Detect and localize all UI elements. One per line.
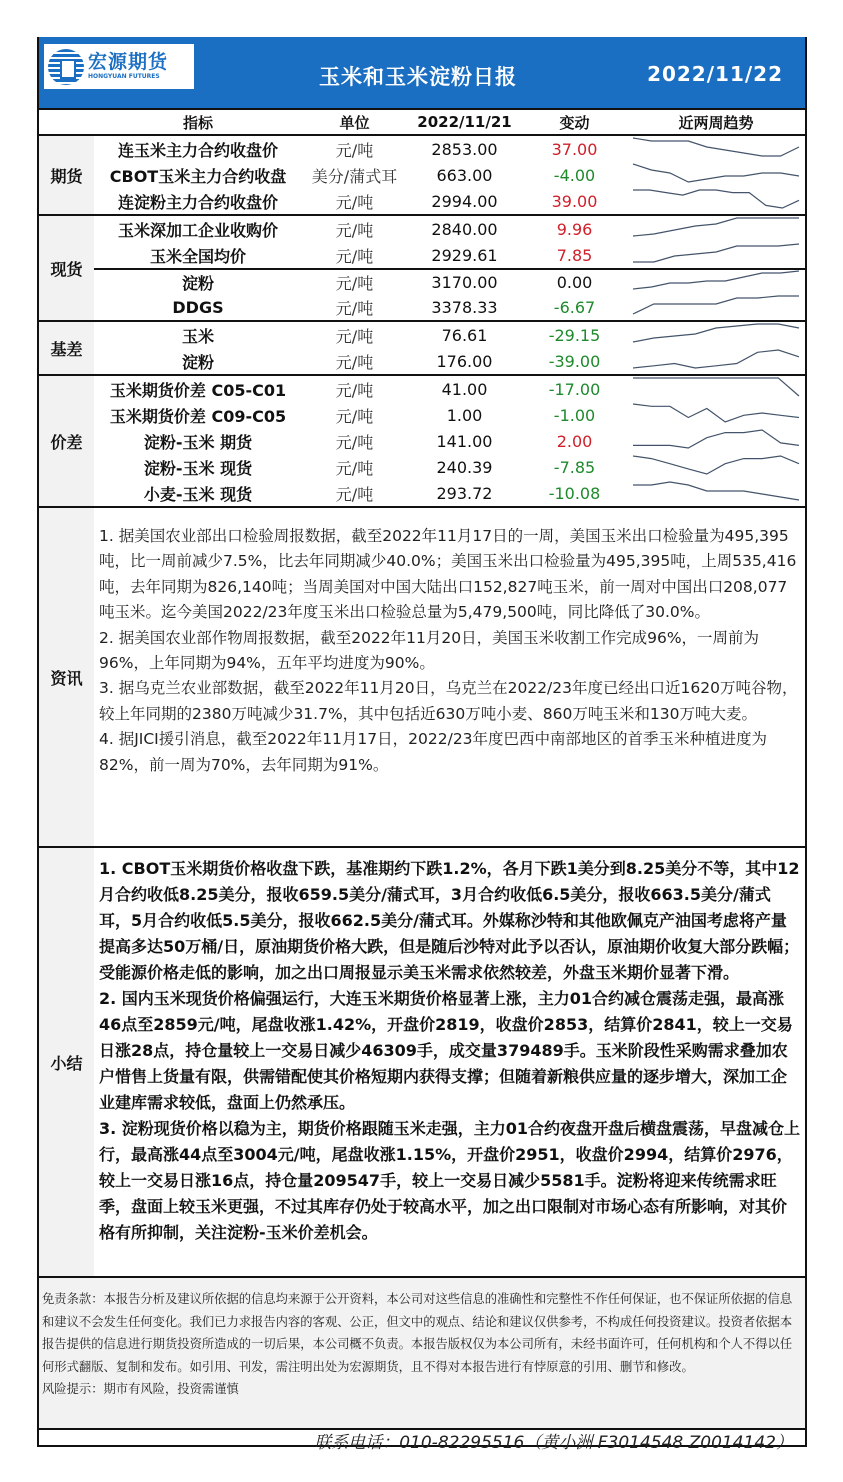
contact-info: 联系电话：010-82295516（黄小洲 F3014548 Z0014142）	[314, 1433, 793, 1453]
value: 1.00	[446, 405, 483, 425]
unit: 元/吨	[335, 220, 374, 240]
trend-sparkline	[631, 293, 801, 317]
unit: 元/吨	[335, 484, 374, 504]
col-indicator: 指标	[182, 113, 213, 132]
report-date: 2022/11/22	[647, 62, 783, 86]
company-logo	[44, 44, 194, 89]
category-label: 期货	[39, 136, 94, 214]
trend-sparkline	[631, 215, 801, 239]
table-section	[39, 376, 805, 508]
indicator-name: 小麦-玉米 现货	[143, 484, 253, 504]
unit: 元/吨	[335, 140, 374, 160]
value: 41.00	[441, 379, 488, 399]
news-item: 4. 据JICI援引消息，截至2022年11月17日，2022/23年度巴西中南部地区的首季玉米种植进度为82%，前一周为70%，去年同期为91%。	[99, 730, 768, 774]
logo-english: HONGYUAN FUTURES	[88, 73, 160, 80]
logo-name: 宏源期货	[88, 51, 169, 73]
unit: 元/吨	[335, 432, 374, 452]
trend-sparkline	[631, 453, 801, 477]
disclaimer	[39, 1278, 805, 1430]
disclaimer-text: 免责条款：本报告分析及建议所依据的信息均来源于公开资料，本公司对这些信息的准确性和完整性不作任何保证，也不保证所依据的信息和建议不会发生任何变化。我们已力求报告内容的客观、公正，但文中的观点、结论和建议仅供参考，不构成任何投资建议。投资者依据本报告提供的信息进行期货投资所造成的一切后果，本公司概不负责。本报告版权仅为本公司所有，未经书面许可，任何机构和个人不得以任何形式翻版、复制和发布。如引用、刊发，需注明出处为宏源期货，且不得对本报告进行有悖原意的引用、删节和修改。	[42, 1292, 793, 1374]
change: -10.08	[548, 483, 601, 503]
indicator-name: 淀粉-玉米 现货	[143, 458, 253, 478]
indicator-name: CBOT玉米主力合约收盘	[109, 166, 287, 186]
indicator-name: 连玉米主力合约收盘价	[117, 140, 278, 160]
trend-sparkline	[631, 161, 801, 185]
indicator-name: 玉米期货价差 C05-C01	[109, 380, 287, 400]
table-row	[94, 376, 805, 402]
unit: 元/吨	[335, 298, 374, 318]
indicator-name: 玉米期货价差 C09-C05	[109, 406, 287, 426]
unit: 元/吨	[335, 352, 374, 372]
value: 3170.00	[431, 272, 498, 292]
table-row	[94, 242, 805, 268]
col-trend: 近两周趋势	[678, 113, 754, 132]
table-row	[94, 188, 805, 214]
value: 663.00	[436, 165, 493, 185]
change: 7.85	[556, 245, 593, 265]
news-label: 资讯	[39, 508, 94, 846]
trend-sparkline	[631, 135, 801, 159]
report-header	[39, 37, 805, 110]
summary-item: 1. CBOT玉米期货价格收盘下跌，基准期约下跌1.2%，各月下跌1美分到8.25美分不等，其中12月合约收低8.25美分，报收659.5美分/蒲式耳，3月合约收低6.5美分，报收663.5美分/蒲式耳，5月合约收低5.5美分，报收662.5美分/蒲式耳。外媒称沙特和其他欧佩克产油国考虑将产量提高多达50万桶/日，原油期货价格大跌，但是随后沙特对此予以否认，原油期价收复大部分跌幅；受能源价格走低的影响，加之出口周报显示美玉米需求依然较差，外盘玉米期价显著下滑。	[99, 859, 800, 982]
category-label: 现货	[39, 216, 94, 320]
indicator-name: DDGS	[172, 297, 224, 317]
trend-sparkline	[631, 401, 801, 425]
change: 0.00	[556, 272, 593, 292]
table-section	[39, 322, 805, 376]
trend-line	[633, 271, 799, 289]
indicator-name: 连淀粉主力合约收盘价	[117, 192, 278, 212]
data-table	[39, 136, 805, 508]
unit: 元/吨	[335, 246, 374, 266]
trend-line	[633, 296, 799, 314]
col-change: 变动	[559, 113, 590, 132]
indicator-name: 淀粉	[181, 273, 214, 293]
summary-label: 小结	[39, 848, 94, 1276]
risk-warning: 风险提示：期市有风险，投资需谨慎	[42, 1382, 239, 1396]
unit: 元/吨	[335, 406, 374, 426]
value: 2840.00	[431, 219, 498, 239]
value: 76.61	[441, 325, 488, 345]
unit: 美分/蒲式耳	[311, 166, 398, 186]
change: 37.00	[551, 139, 598, 159]
summary-item: 2. 国内玉米现货价格偏强运行，大连玉米期货价格显著上涨，主力01合约减仓震荡走强，最高涨46点至2859元/吨，尾盘收涨1.42%，开盘价2819，收盘价2853，结算价2841，较上一交易日涨28点，持仓量较上一交易日减少46309手，成交量379489手。玉米阶段性采购需求叠加农户惜售上货量有限，供需错配使其价格短期内获得支撑；但随着新粮供应量的逐步增大，深加工企业建库需求较低，盘面上仍然承压。	[99, 989, 793, 1112]
trend-line	[633, 430, 799, 448]
trend-line	[633, 138, 799, 156]
trend-line	[633, 350, 799, 368]
news-item: 2. 据美国农业部作物周报数据，截至2022年11月20日，美国玉米收割工作完成96%，一周前为96%，上年同期为94%，五年平均进度为90%。	[99, 628, 760, 673]
table-row	[94, 294, 805, 320]
report-title: 玉米和玉米淀粉日报	[319, 65, 517, 89]
trend-line	[633, 324, 799, 342]
table-row	[94, 322, 805, 348]
trend-line	[633, 164, 799, 182]
table-section	[39, 216, 805, 322]
change: -6.67	[553, 297, 596, 317]
col-unit: 单位	[339, 113, 370, 132]
trend-line	[633, 482, 799, 500]
change: 39.00	[551, 191, 598, 211]
table-row	[94, 454, 805, 480]
trend-sparkline	[631, 241, 801, 265]
daily-report	[37, 37, 807, 1453]
table-row	[94, 480, 805, 506]
indicator-name: 淀粉	[181, 352, 214, 372]
change: -17.00	[548, 379, 601, 399]
change: -1.00	[553, 405, 596, 425]
category-label: 价差	[39, 376, 94, 506]
unit: 元/吨	[335, 458, 374, 478]
value: 2853.00	[431, 139, 498, 159]
value: 293.72	[436, 483, 493, 503]
summary-item: 3. 淀粉现货价格以稳为主，期货价格跟随玉米走强，主力01合约夜盘开盘后横盘震荡，早盘减仓上行，最高涨44点至3004元/吨，尾盘收涨1.15%，开盘价2951，收盘价2994，结算价2976，较上一交易日涨16点，持仓量209547手，较上一交易日减少5581手。淀粉将迎来传统需求旺季，盘面上较玉米更强，不过其库存仍处于较高水平，加之出口限制对市场心态有所影响，对其价格有所抑制，关注淀粉-玉米价差机会。	[99, 1119, 801, 1242]
trend-line	[633, 244, 799, 262]
unit: 元/吨	[335, 326, 374, 346]
trend-sparkline	[631, 375, 801, 399]
news-section	[39, 508, 805, 848]
table-section	[39, 136, 805, 216]
value: 240.39	[436, 457, 493, 477]
table-row	[94, 428, 805, 454]
indicator-name: 玉米全国均价	[149, 246, 246, 266]
change: -29.15	[548, 325, 601, 345]
trend-sparkline	[631, 187, 801, 211]
unit: 元/吨	[335, 192, 374, 212]
table-row	[94, 162, 805, 188]
trend-sparkline	[631, 347, 801, 371]
change: 9.96	[556, 219, 593, 239]
trend-sparkline	[631, 479, 801, 503]
table-row	[94, 216, 805, 242]
logo-icon	[48, 49, 84, 85]
table-row	[94, 402, 805, 428]
unit: 元/吨	[335, 273, 374, 293]
table-row	[94, 348, 805, 374]
trend-sparkline	[631, 268, 801, 292]
trend-line	[633, 190, 799, 208]
news-item: 3. 据乌克兰农业部数据，截至2022年11月20日，乌克兰在2022/23年度已经出口近1620万吨谷物，较上年同期的2380万吨减少31.7%，其中包括近630万吨小麦、860万吨玉米和130万吨大麦。	[99, 679, 798, 723]
value: 2994.00	[431, 191, 498, 211]
unit: 元/吨	[335, 380, 374, 400]
value: 3378.33	[431, 297, 498, 317]
trend-line	[633, 404, 799, 422]
change: 2.00	[556, 431, 593, 451]
value: 2929.61	[431, 245, 498, 265]
table-row	[94, 268, 805, 294]
col-date: 2022/11/21	[417, 113, 512, 131]
trend-line	[633, 456, 799, 474]
change: -7.85	[553, 457, 596, 477]
indicator-name: 玉米	[181, 326, 214, 346]
table-row	[94, 136, 805, 162]
trend-sparkline	[631, 321, 801, 345]
change: -4.00	[553, 165, 596, 185]
news-item: 1. 据美国农业部出口检验周报数据，截至2022年11月17日的一周，美国玉米出口检验量为495,395吨，比一周前减少7.5%，比去年同期减少40.0%；美国玉米出口检验量为495,395吨，上周535,416吨，去年同期为826,140吨；当周美国对中国大陆出口152,827吨玉米，前一周对中国出口208,077吨玉米。迄今美国2022/23年度玉米出口检验总量为5,479,500吨，同比降低了30.0%。	[99, 527, 797, 622]
trend-line	[633, 378, 799, 396]
indicator-name: 玉米深加工企业收购价	[117, 220, 278, 240]
table-header	[39, 110, 805, 136]
trend-line	[633, 218, 799, 236]
summary-section	[39, 848, 805, 1278]
category-label: 基差	[39, 322, 94, 374]
change: -39.00	[548, 351, 601, 371]
indicator-name: 淀粉-玉米 期货	[143, 432, 253, 452]
trend-sparkline	[631, 427, 801, 451]
value: 176.00	[436, 351, 493, 371]
value: 141.00	[436, 431, 493, 451]
